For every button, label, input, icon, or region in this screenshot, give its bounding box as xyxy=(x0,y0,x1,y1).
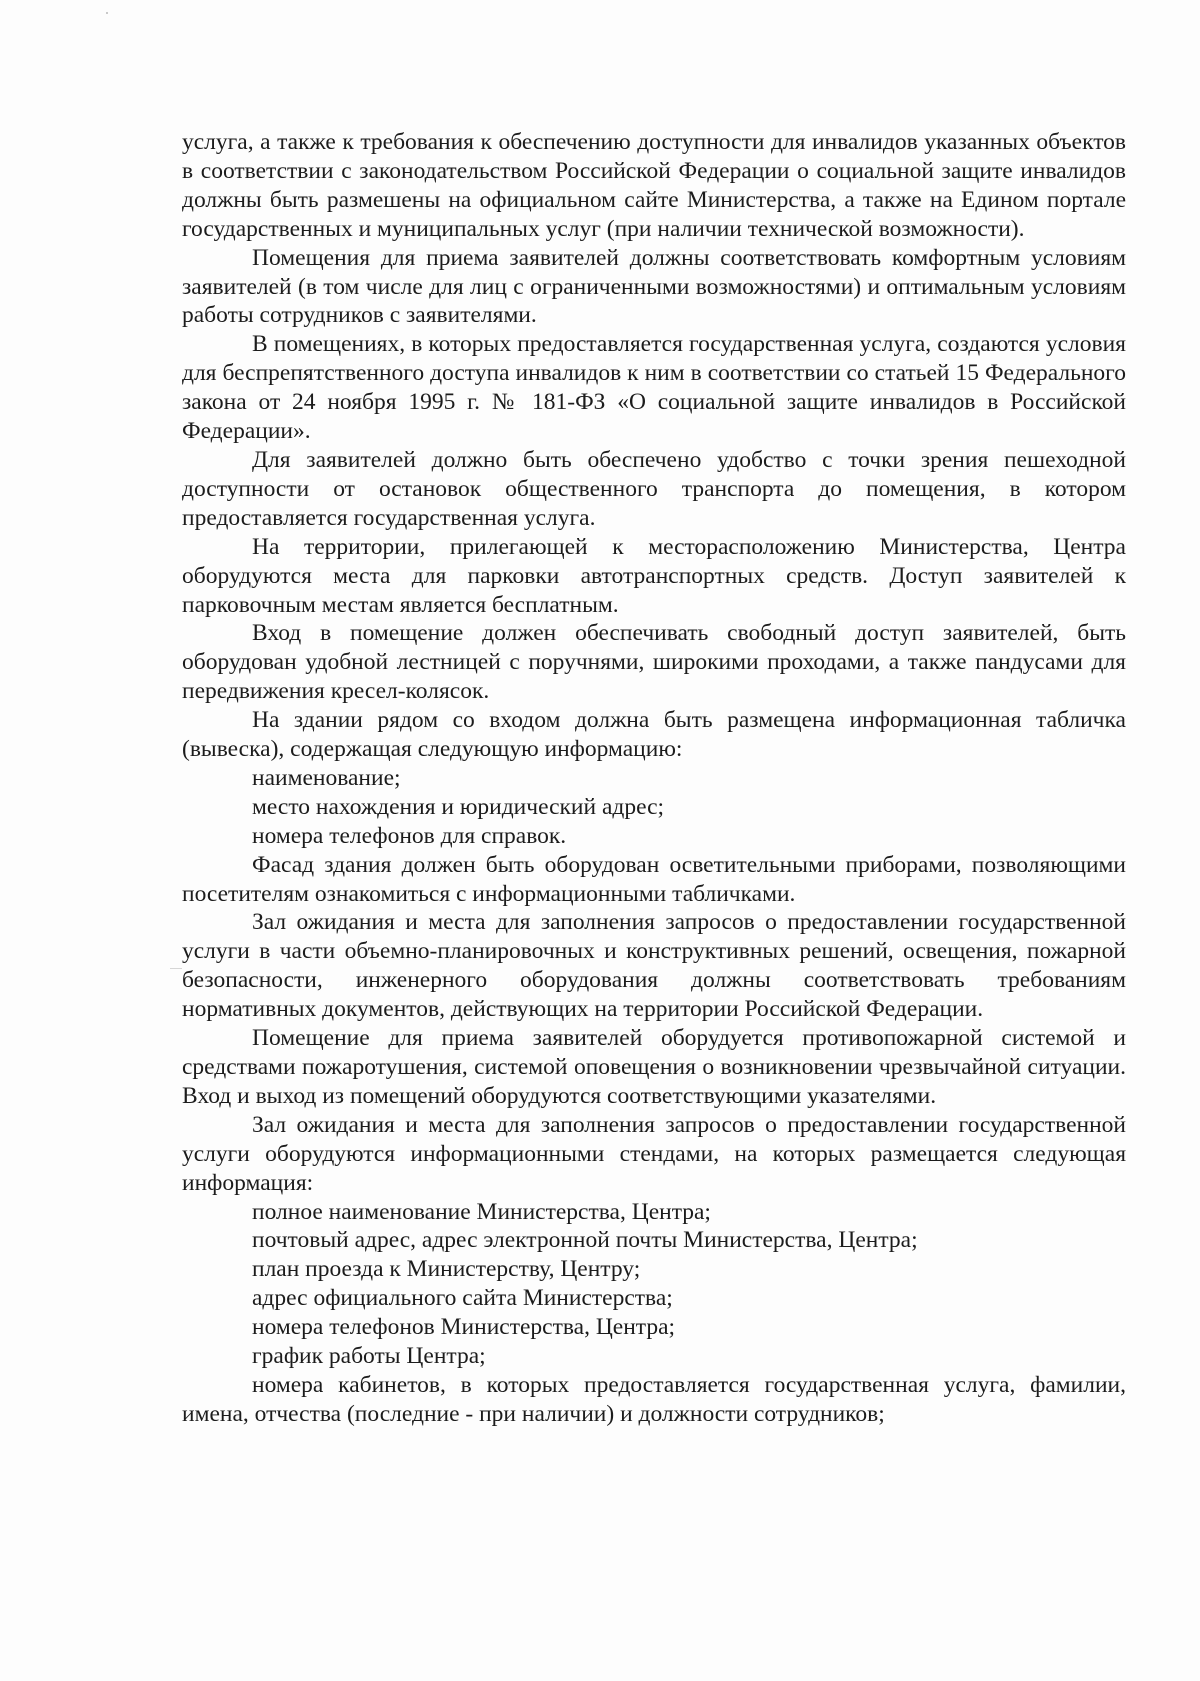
list-item-route-plan: план проезда к Министерству, Центру; xyxy=(252,1256,641,1283)
paragraph-facade-lighting: Фасад здания должен быть оборудован осветительными приборами, позволяющими посетителям ознакомиться с информационными табличками. xyxy=(182,851,1126,907)
scan-artifact-line xyxy=(170,968,182,969)
list-item-schedule: график работы Центра; xyxy=(252,1343,486,1370)
paragraph-accessibility-law: В помещениях, в которых предоставляется государственная услуга, создаются условия для беспрепятственного доступа инвалидов к ним в соответствии со статьей 15 Федерального закона от 24 ноября 1995 г. № 181-ФЗ «О социальной защите инвалидов в Российской Федерации». xyxy=(182,331,1126,445)
list-item-postal-email: почтовый адрес, адрес электронной почты Министерства, Центра; xyxy=(252,1227,918,1254)
list-item-address: место нахождения и юридический адрес; xyxy=(252,793,665,820)
document-body xyxy=(182,128,1126,1429)
paragraph-pedestrian-access: Для заявителей должно быть обеспечено удобство с точки зрения пешеходной доступности от остановок общественного транспорта до помещения, в котором предоставляется государственная услуга. xyxy=(182,446,1126,531)
list-item-full-name: полное наименование Министерства, Центра; xyxy=(252,1198,711,1225)
list-item-offices-staff: номера кабинетов, в которых предоставляется государственная услуга, фамилии, имена, отчества (последние - при наличии) и должности сотрудников; xyxy=(182,1371,1126,1427)
list-item-ministry-phones: номера телефонов Министерства, Центра; xyxy=(252,1314,676,1341)
list-item-name: наименование; xyxy=(252,764,401,791)
scan-artifact-dot xyxy=(106,12,108,14)
paragraph-info-stands: Зал ожидания и места для заполнения запросов о предоставлении государственной услуги оборудуются информационными стендами, на которых размещается следующая информация: xyxy=(182,1111,1126,1196)
paragraph-fire-safety: Помещение для приема заявителей оборудуется противопожарной системой и средствами пожаротушения, системой оповещения о возникновении чрезвычайной ситуации. Вход и выход из помещений оборудуются соответствующими указателями. xyxy=(182,1025,1126,1109)
paragraph-continuation: услуга, а также к требования к обеспечению доступности для инвалидов указанных объектов в соответствии с законодательством Российской Федерации о социальной защите инвалидов должны быть размешены на официальном сайте Министерства, а также на Едином портале государственных и муниципальных услуг (при наличии технической возможности). xyxy=(182,129,1126,242)
paragraph-entrance: Вход в помещение должен обеспечивать свободный доступ заявителей, быть оборудован удобной лестницей с поручнями, широкими проходами, а также пандусами для передвижения кресел-колясок. xyxy=(182,620,1126,705)
paragraph-waiting-hall-requirements: Зал ожидания и места для заполнения запросов о предоставлении государственной услуги в части объемно-планировочных и конструктивных решений, освещения, пожарной безопасности, инженерного оборудования должны соответствовать требованиям нормативных документов, действующих на территории Российской Федерации. xyxy=(182,909,1126,1023)
paragraph-premises-comfort: Помещения для приема заявителей должны соответствовать комфортным условиям заявителей (в том числе для лиц с ограниченными возможностями) и оптимальным условиям работы сотрудников с заявителями. xyxy=(182,244,1126,329)
list-item-website: адрес официального сайта Министерства; xyxy=(252,1285,673,1312)
list-item-phones: номера телефонов для справок. xyxy=(252,822,567,849)
paragraph-parking: На территории, прилегающей к месторасположению Министерства, Центра оборудуются места для парковки автотранспортных средств. Доступ заявителей к парковочным местам является бесплатным. xyxy=(182,533,1126,618)
paragraph-signboard: На здании рядом со входом должна быть размещена информационная табличка (вывеска), содержащая следующую информацию: xyxy=(182,707,1126,763)
